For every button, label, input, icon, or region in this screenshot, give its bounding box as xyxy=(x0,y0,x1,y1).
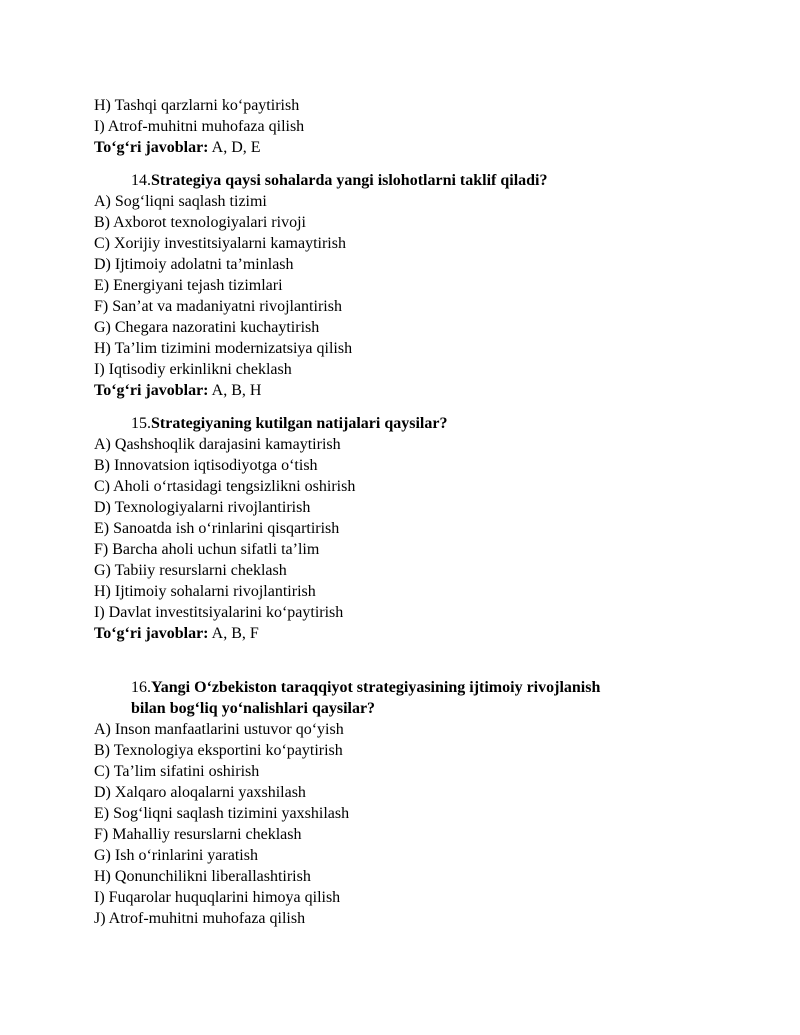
option-j: J) Atrof-muhitni muhofaza qilish xyxy=(94,910,306,927)
correct-answers-value: A, D, E xyxy=(208,139,261,156)
correct-answers xyxy=(94,623,760,644)
option-b: B) Texnologiya eksportini ko‘paytirish xyxy=(94,742,343,759)
option-b: B) Innovatsion iqtisodiyotga o‘tish xyxy=(94,457,318,474)
option-g: G) Ish o‘rinlarini yaratish xyxy=(94,847,258,864)
question-14-heading xyxy=(94,170,760,191)
question-16-heading-continued xyxy=(94,698,760,719)
question-text-line-2: bilan bog‘liq yo‘nalishlari qaysilar? xyxy=(131,700,376,717)
option-f: F) Mahalliy resurslarni cheklash xyxy=(94,826,302,843)
option-c: C) Xorijiy investitsiyalarni kamaytirish xyxy=(94,235,346,252)
option-h: H) Ijtimoiy sohalarni rivojlantirish xyxy=(94,583,316,600)
question-text: Strategiyaning kutilgan natijalari qaysilar? xyxy=(151,415,448,432)
option-h: H) Qonunchilikni liberallashtirish xyxy=(94,868,311,885)
question-14-section xyxy=(94,170,760,401)
option-g: G) Chegara nazoratini kuchaytirish xyxy=(94,319,320,336)
option-d: D) Xalqaro aloqalarni yaxshilash xyxy=(94,784,306,801)
option-i: I) Iqtisodiy erkinlikni cheklash xyxy=(94,361,292,378)
option-i: I) Atrof-muhitni muhofaza qilish xyxy=(94,118,305,135)
question-number: 15. xyxy=(131,415,151,432)
correct-answers-label: To‘g‘ri javoblar: xyxy=(94,382,209,399)
option-e: E) Sog‘liqni saqlash tizimini yaxshilash xyxy=(94,805,350,822)
option-g: G) Tabiiy resurslarni cheklash xyxy=(94,562,287,579)
option-a: A) Sog‘liqni saqlash tizimi xyxy=(94,193,267,210)
question-text-line-1: Yangi O‘zbekiston taraqqiyot strategiyasining ijtimoiy rivojlanish xyxy=(151,679,601,696)
option-d: D) Ijtimoiy adolatni ta’minlash xyxy=(94,256,294,273)
option-a: A) Inson manfaatlarini ustuvor qo‘yish xyxy=(94,721,344,738)
correct-answers-label: To‘g‘ri javoblar: xyxy=(94,139,209,156)
option-i: I) Fuqarolar huquqlarini himoya qilish xyxy=(94,889,341,906)
option-a: A) Qashshoqlik darajasini kamaytirish xyxy=(94,436,341,453)
correct-answers-value: A, B, H xyxy=(208,382,262,399)
correct-answers xyxy=(94,380,760,401)
preceding-question-section xyxy=(94,95,760,158)
question-text: Strategiya qaysi sohalarda yangi islohotlarni taklif qiladi? xyxy=(151,172,548,189)
correct-answers xyxy=(94,137,760,158)
question-16-heading xyxy=(94,677,760,698)
question-number: 14. xyxy=(131,172,151,189)
correct-answers-label: To‘g‘ri javoblar: xyxy=(94,625,209,642)
question-15-section xyxy=(94,413,760,644)
option-h: H) Tashqi qarzlarni ko‘paytirish xyxy=(94,97,300,114)
question-number: 16. xyxy=(131,679,151,696)
option-f: F) Barcha aholi uchun sifatli ta’lim xyxy=(94,541,320,558)
option-c: C) Aholi o‘rtasidagi tengsizlikni oshirish xyxy=(94,478,356,495)
question-16-section xyxy=(94,677,760,929)
option-h: H) Ta’lim tizimini modernizatsiya qilish xyxy=(94,340,353,357)
option-f: F) San’at va madaniyatni rivojlantirish xyxy=(94,298,342,315)
option-d: D) Texnologiyalarni rivojlantirish xyxy=(94,499,311,516)
option-c: C) Ta’lim sifatini oshirish xyxy=(94,763,260,780)
correct-answers-value: A, B, F xyxy=(208,625,259,642)
question-15-heading xyxy=(94,413,760,434)
option-e: E) Sanoatda ish o‘rinlarini qisqartirish xyxy=(94,520,340,537)
option-i: I) Davlat investitsiyalarini ko‘paytirish xyxy=(94,604,344,621)
option-b: B) Axborot texnologiyalari rivoji xyxy=(94,214,306,231)
option-e: E) Energiyani tejash tizimlari xyxy=(94,277,283,294)
